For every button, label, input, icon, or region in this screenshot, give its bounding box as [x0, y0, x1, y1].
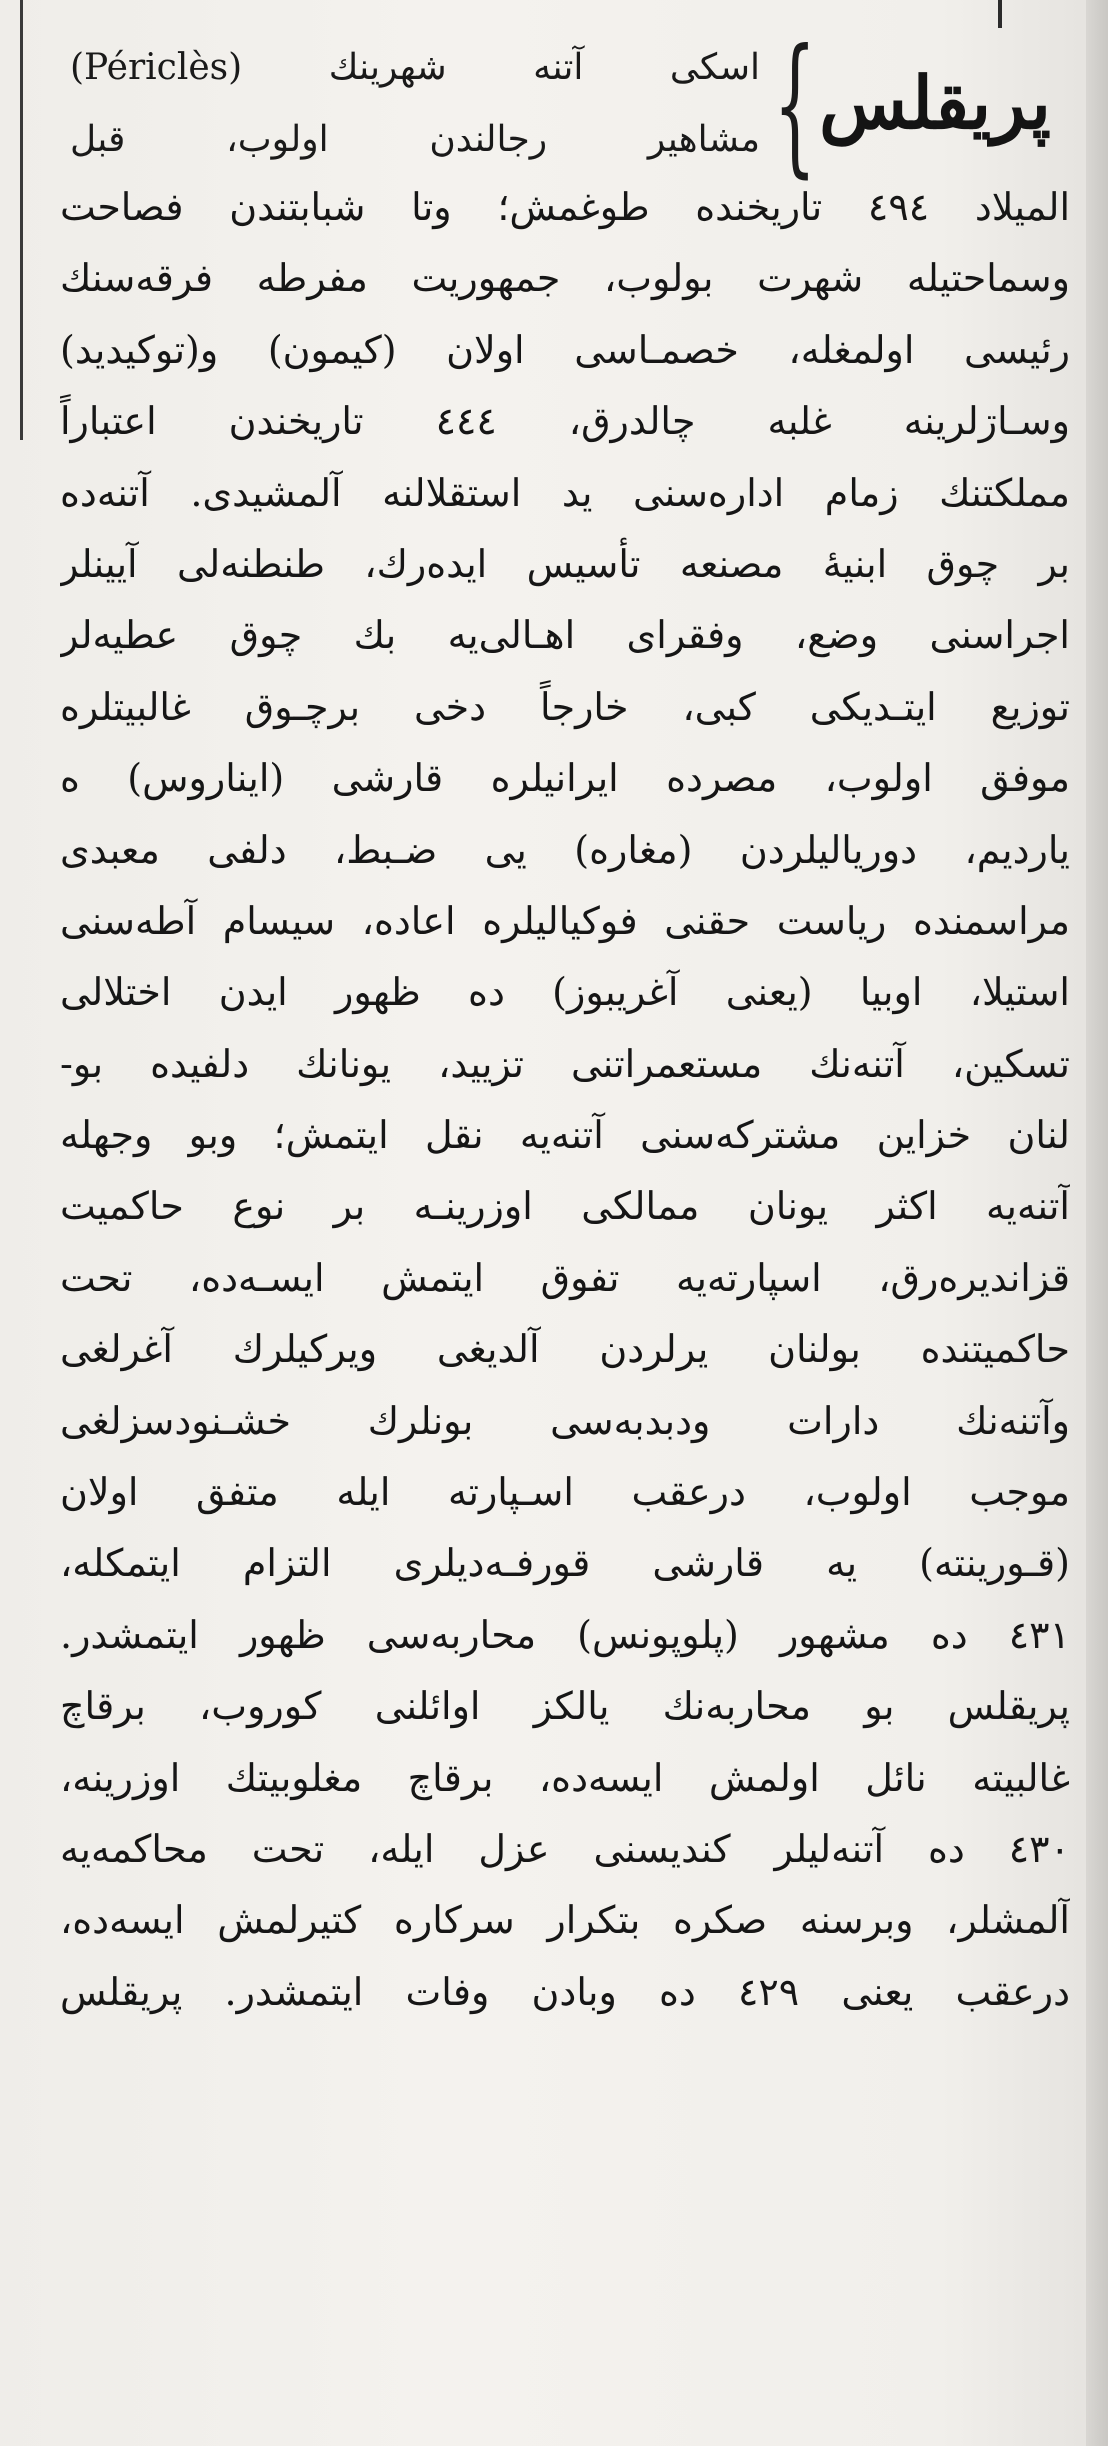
- body-line-2: وسماحتیله شهرت بولوب، جمهوریت مفرطه فرقه‌سنك: [60, 256, 1070, 301]
- header-text-line-1: اسکی آتنه شهرینك (Périclès): [70, 47, 760, 88]
- entry-headword: پریقلس: [819, 60, 1051, 145]
- left-margin-rule: [20, 0, 23, 440]
- body-line-7: اجراسنی وضع، وفقرای اهـالی‌یه بك چوق عطیه‌لر: [60, 613, 1070, 658]
- body-line-20: (قـورینته) یه قارشی قورفـه‌دیلری التزام ایتمکله،: [60, 1541, 1070, 1586]
- body-line-18: وآتنه‌نك دارات ودبدبه‌سی بونلرك خشـنودسزلغی: [60, 1398, 1070, 1443]
- body-line-6: بر چوق ابنیهٔ مصنعه تأسیس ایده‌رك، طنطنه‌لی آیینلر: [60, 541, 1070, 586]
- body-line-15: آتنه‌یه اکثر یونان ممالکی اوزرینـه بر نوع حاکمیت: [60, 1184, 1070, 1229]
- body-line-9: موفق اولوب، مصرده ایرانیلره قارشی (ایناروس) ه: [60, 756, 1070, 801]
- body-line-19: موجب اولوب، درعقب اسـپارته ایله متفق اولان: [60, 1470, 1070, 1515]
- body-line-12: استیلا، اوبیا (یعنی آغریبوز) ده ظهور ایدن اختلالی: [60, 970, 1070, 1015]
- body-line-16: قزاندیره‌رق، اسپارته‌یه تفوق ایتمش ایسـه‌ده، تحت: [60, 1255, 1070, 1300]
- body-line-4: وسـاڗلرینه غلبه چالدرق، ٤٤٤ تاریخندن اعتباراً: [60, 399, 1070, 444]
- top-edge-mark: [998, 0, 1002, 28]
- curly-brace-icon: {: [773, 18, 817, 192]
- body-line-23: غالبیته نائل اولمش ایسه‌ده، برقاچ مغلوبیتك اوزرینه،: [60, 1755, 1070, 1800]
- body-line-22: پریقلس بو محاربه‌نك یالکز اوائلنی کوروب، برقاچ: [60, 1684, 1070, 1729]
- body-line-24: ٤٣٠ ده آتنه‌لیلر کندیسنی عزل ایله، تحت محاکمه‌یه: [60, 1826, 1070, 1871]
- body-line-8: توزیع ایتـدیکی کبی، خارجاً دخی برچـوق غالبیتلره: [60, 684, 1070, 729]
- header-text-line-2: مشاهیر رجالندن اولوب، قبل‌: [70, 119, 760, 160]
- page-edge-shadow: [1086, 0, 1108, 2446]
- body-line-5: مملکتنك زمام اداره‌سنی ید استقلالنه آلمشیدی. آتنه‌ده: [60, 470, 1070, 515]
- body-line-26: درعقب یعنی ٤٢٩ ده وبادن وفات ایتمشدر. پریقلس: [60, 1969, 1070, 2014]
- body-line-10: یاردیم، دوریالیلردن (مغاره) یی ضـبط، دلفی معبدی: [60, 827, 1070, 872]
- body-line-14: لنان خزاین مشترکه‌سنی آتنه‌یه نقل ایتمش؛ وبو وجهله: [60, 1113, 1070, 1158]
- body-line-11: مراسمنده ریاست حقنی فوکیالیلره اعاده، سیسام آطه‌سنی: [60, 898, 1070, 943]
- body-line-3: رئیسی اولمغله، خصمـاسی اولان (کیمون) و(توکیدید): [60, 327, 1070, 372]
- body-line-17: حاکمیتنده بولنان یرلردن آلدیغی ویرکیلرك آغرلغی: [60, 1327, 1070, 1372]
- body-line-1: المیلاد ٤٩٤ تاریخنده طوغمش؛ وتا شبابتندن فصاحت: [60, 185, 1070, 229]
- body-line-25: آلمشلر، وبرسنه صکره بتکرار سرکاره کتیرلمش ایسه‌ده،: [60, 1898, 1070, 1943]
- body-line-13: تسکین، آتنه‌نك مستعمراتنی تزیید، یونانك دلفیده بو-: [60, 1041, 1070, 1086]
- entry-body: [60, 175, 1070, 2031]
- entry-header: [60, 18, 1070, 192]
- body-line-21: ٤٣١ ده مشهور (پلوپونس) محاربه‌سی ظهور ایتمشدر.: [60, 1612, 1070, 1657]
